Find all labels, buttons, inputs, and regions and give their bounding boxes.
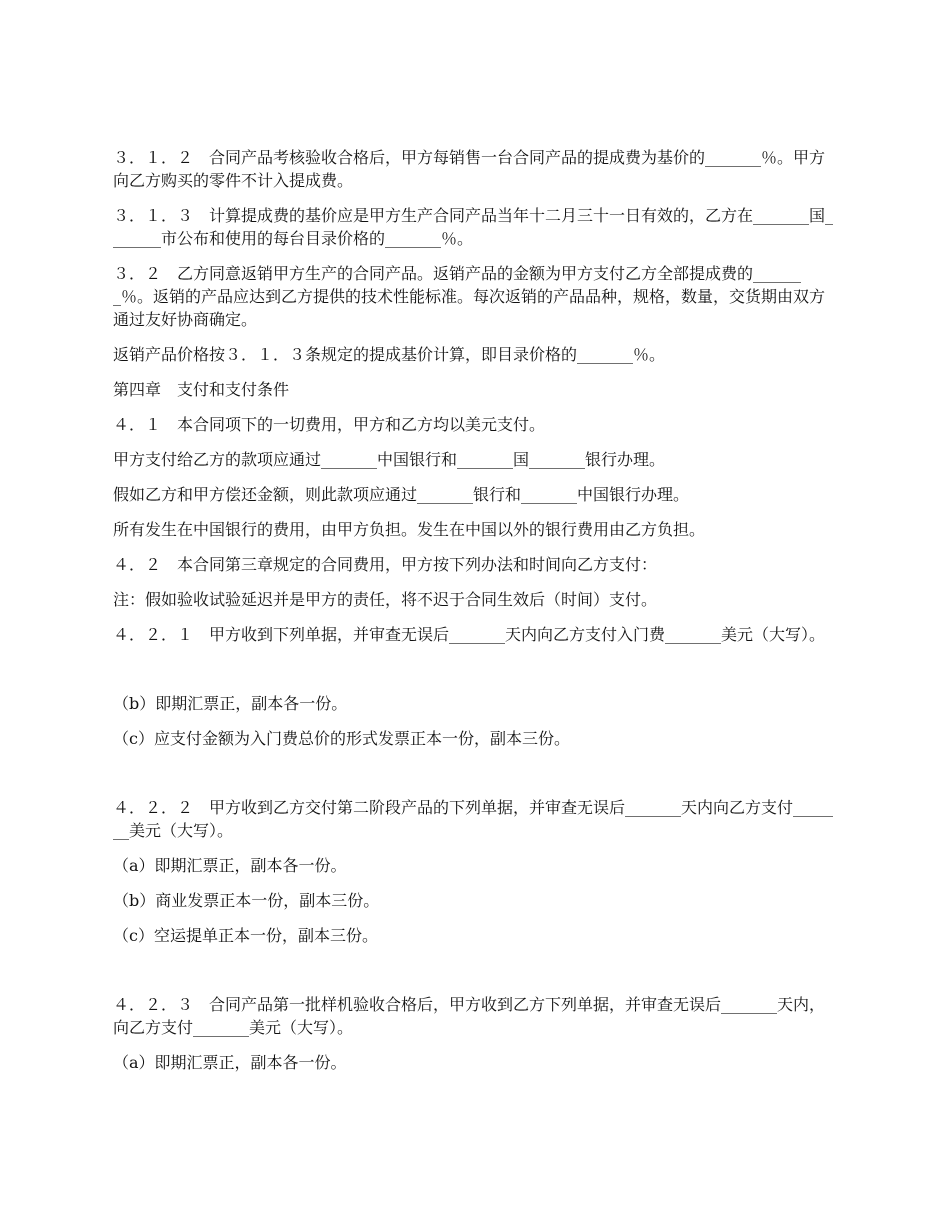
paragraph: ４．１ 本合同项下的一切费用，甲方和乙方均以美元支付。 (113, 415, 546, 434)
paragraph: （a）即期汇票正，副本各一份。 (113, 856, 347, 875)
paragraph: （b）商业发票正本一份，副本三份。 (113, 891, 380, 910)
paragraph: 注：假如验收试验延迟并是甲方的责任，将不迟于合同生效后（时间）支付。 (113, 590, 658, 609)
paragraph-gap (113, 658, 840, 692)
paragraph: （b）即期汇票正，副本各一份。 (113, 694, 348, 713)
paragraph: 甲方支付给乙方的款项应通过_______中国银行和_______国_______银行办理。 (113, 450, 666, 469)
paragraph: ３．１．３ 计算提成费的基价应是甲方生产合同产品当年十二月三十一日有效的，乙方在_______国_______市公布和使用的每台目录价格的_______％。 (113, 206, 834, 248)
paragraph: 第四章 支付和支付条件 (113, 380, 290, 399)
paragraph: ４．２．２ 甲方收到乙方交付第二阶段产品的下列单据，并审查无误后_______天内向乙方支付_______美元（大写）。 (113, 798, 834, 840)
paragraph: ３．１．２ 合同产品考核验收合格后，甲方每销售一台合同产品的提成费为基价的_______％。甲方向乙方购买的零件不计入提成费。 (113, 148, 826, 190)
paragraph: ４．２．３ 合同产品第一批样机验收合格后，甲方收到乙方下列单据，并审查无误后_______天内，向乙方支付_______美元（大写）。 (113, 995, 826, 1037)
paragraph: ３．２ 乙方同意返销甲方生产的合同产品。返销产品的金额为甲方支付乙方全部提成费的_______％。返销的产品应达到乙方提供的技术性能标准。每次返销的产品品种，规格，数量，交货期由双方通过友好协商确定。 (113, 264, 826, 329)
paragraph: ４．２ 本合同第三章规定的合同费用，甲方按下列办法和时间向乙方支付： (113, 555, 658, 574)
paragraph: （c）应支付金额为入门费总价的形式发票正本一份，副本三份。 (113, 729, 570, 748)
paragraph: 所有发生在中国银行的费用，由甲方负担。发生在中国以外的银行费用由乙方负担。 (113, 520, 706, 539)
paragraph: （a）即期汇票正，副本各一份。 (113, 1053, 347, 1072)
document-body (113, 146, 840, 1086)
paragraph: （c）空运提单正本一份，副本三份。 (113, 926, 378, 945)
paragraph-gap (113, 762, 840, 796)
paragraph: 假如乙方和甲方偿还金额，则此款项应通过_______银行和_______中国银行办理。 (113, 485, 690, 504)
paragraph: ４．２．１ 甲方收到下列单据，并审查无误后_______天内向乙方支付入门费_______美元（大写）。 (113, 625, 826, 644)
paragraph-gap (113, 959, 840, 993)
paragraph: 返销产品价格按３．１．３条规定的提成基价计算，即目录价格的_______％。 (113, 345, 666, 364)
